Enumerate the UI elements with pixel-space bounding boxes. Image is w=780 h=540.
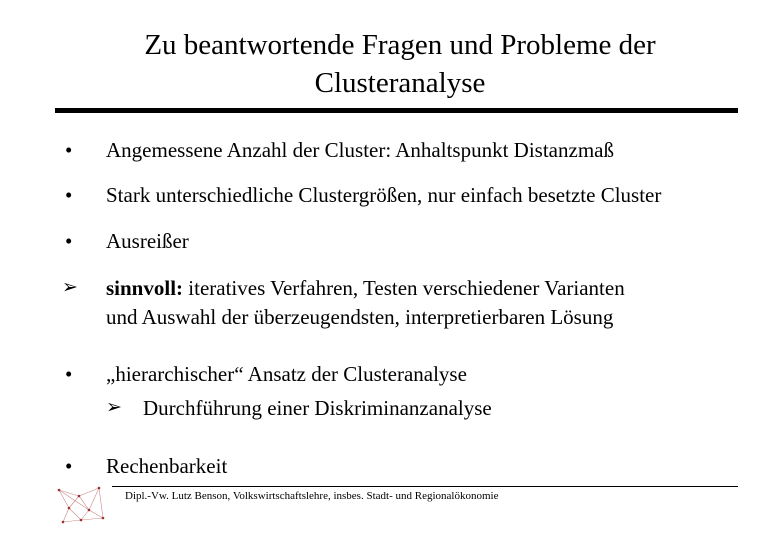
bullet-item-hierarchical: „hierarchischer“ Ansatz der Clusteranalyse — [106, 362, 467, 386]
bullet-symbol: • — [65, 229, 73, 253]
arrow-icon: ➢ — [62, 277, 78, 298]
arrow-icon: ➢ — [106, 397, 122, 418]
arrow-item-line-2: und Auswahl der überzeugendsten, interpretierbaren Lösung — [106, 305, 614, 329]
title-line-2: Clusteranalyse — [314, 67, 486, 99]
footer-divider — [112, 486, 738, 487]
bullet-item-cluster-sizes: Stark unterschiedliche Clustergrößen, nur einfach besetzte Cluster — [106, 183, 662, 207]
title-line-1: Zu beantwortende Fragen und Probleme der — [144, 29, 656, 61]
bullet-symbol: • — [65, 362, 73, 386]
bullet-item-outliers: Ausreißer — [106, 229, 189, 253]
page-title — [60, 26, 740, 102]
arrow-item-text-1: iteratives Verfahren, Testen verschiedener Varianten — [183, 276, 625, 300]
sub-arrow-item-discriminant: Durchführung einer Diskriminanzanalyse — [143, 396, 492, 420]
bullet-symbol: • — [65, 138, 73, 162]
network-logo-icon — [55, 484, 107, 526]
bullet-item-cluster-count: Angemessene Anzahl der Cluster: Anhaltspunkt Distanzmaß — [106, 138, 614, 162]
bullet-symbol: • — [65, 454, 73, 478]
bullet-symbol: • — [65, 183, 73, 207]
bullet-item-computability: Rechenbarkeit — [106, 454, 228, 478]
footer-author-text: Dipl.-Vw. Lutz Benson, Volkswirtschaftslehre, insbes. Stadt- und Regionalökonomie — [125, 490, 499, 502]
arrow-item-bold-label: sinnvoll: — [106, 276, 184, 300]
arrow-item-line-1 — [106, 275, 625, 301]
title-underline — [55, 108, 738, 113]
